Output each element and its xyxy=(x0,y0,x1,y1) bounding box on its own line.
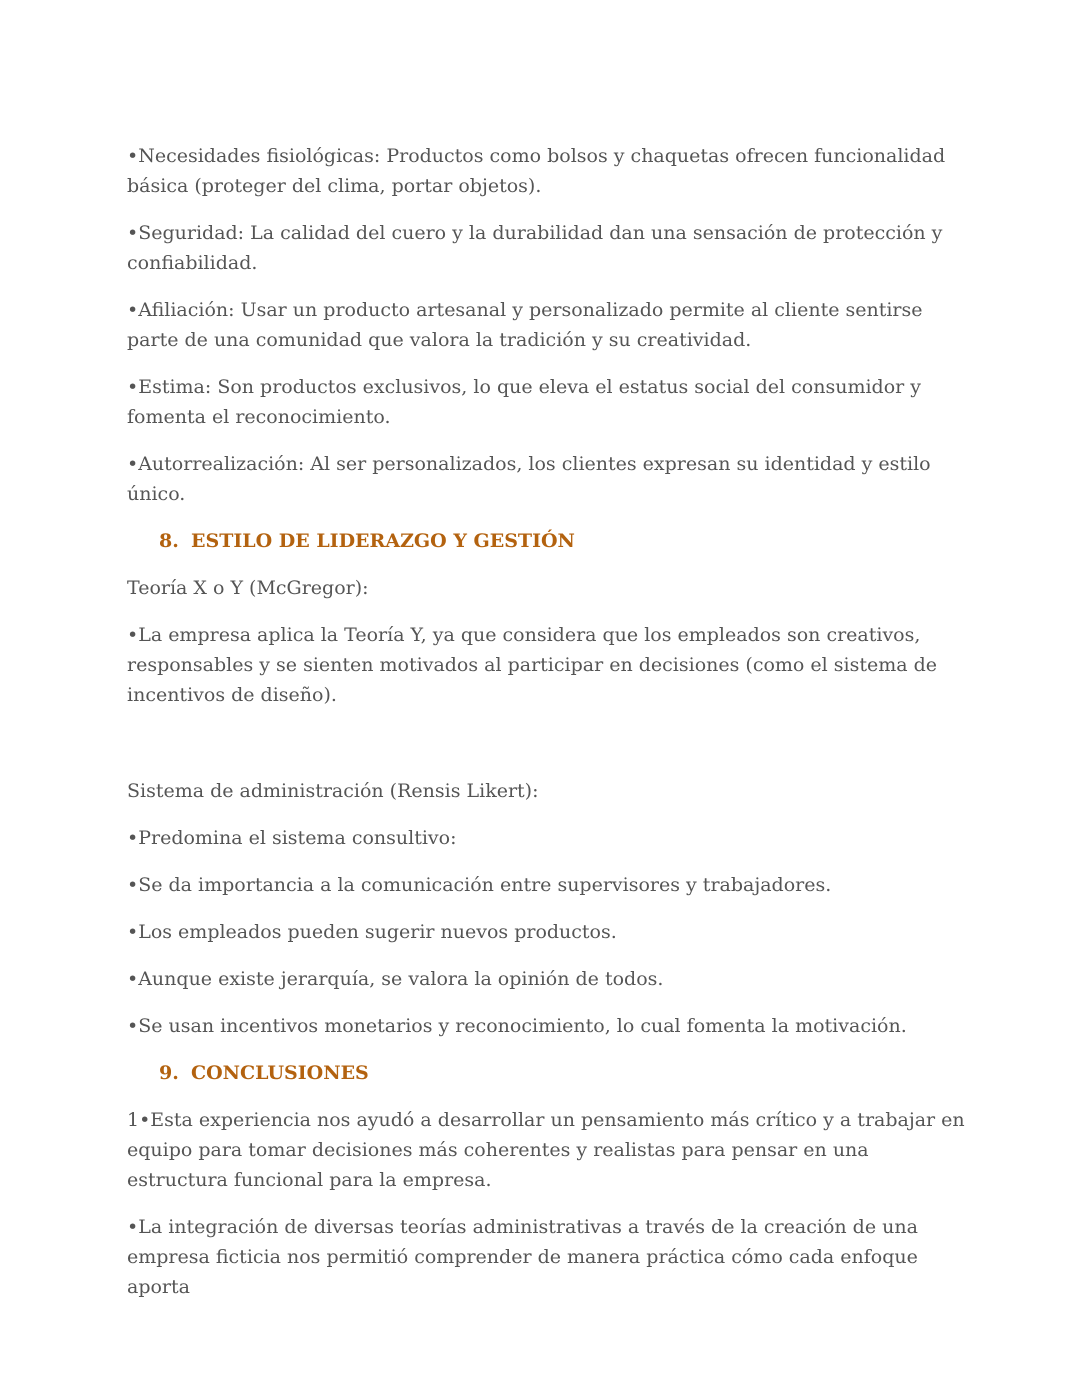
blank-line xyxy=(127,727,967,776)
likert-item: •Se da importancia a la comunicación entre supervisores y trabajadores. xyxy=(127,874,832,896)
maslow-item-self-actualization: •Autorrealización: Al ser personalizados, los clientes expresan su identidad y estilo único. xyxy=(127,453,931,505)
likert-item: •Los empleados pueden sugerir nuevos productos. xyxy=(127,921,617,943)
conclusion-item: •La integración de diversas teorías administrativas a través de la creación de una empresa ficticia nos permitió comprender de manera práctica cómo cada enfoque aporta xyxy=(127,1216,918,1298)
maslow-item-affiliation: •Afiliación: Usar un producto artesanal y personalizado permite al cliente sentirse parte de una comunidad que valora la tradición y su creatividad. xyxy=(127,299,923,351)
likert-label: Sistema de administración (Rensis Likert): xyxy=(127,780,539,802)
likert-item: •Aunque existe jerarquía, se valora la opinión de todos. xyxy=(127,968,664,990)
section-8-title: ESTILO DE LIDERAZGO Y GESTIÓN xyxy=(191,530,575,552)
theory-xy-label: Teoría X o Y (McGregor): xyxy=(127,577,369,599)
conclusion-item: 1•Esta experiencia nos ayudó a desarrollar un pensamiento más crítico y a trabajar en equipo para tomar decisiones más coherentes y realistas para pensar en una estructura funcional para la empresa. xyxy=(127,1109,965,1191)
likert-item: •Predomina el sistema consultivo: xyxy=(127,827,457,849)
document-page xyxy=(127,141,967,1319)
section-8-heading xyxy=(159,526,967,556)
theory-xy-text: •La empresa aplica la Teoría Y, ya que considera que los empleados son creativos, responsables y se sienten motivados al participar en decisiones (como el sistema de incentivos de diseño). xyxy=(127,624,937,706)
maslow-item-physiological: •Necesidades fisiológicas: Productos como bolsos y chaquetas ofrecen funcionalidad básica (proteger del clima, portar objetos). xyxy=(127,145,946,197)
section-9-heading xyxy=(159,1058,967,1088)
maslow-item-security: •Seguridad: La calidad del cuero y la durabilidad dan una sensación de protección y confiabilidad. xyxy=(127,222,943,274)
section-9-number: 9. xyxy=(159,1062,179,1084)
likert-item: •Se usan incentivos monetarios y reconocimiento, lo cual fomenta la motivación. xyxy=(127,1015,907,1037)
section-8-number: 8. xyxy=(159,530,179,552)
maslow-item-esteem: •Estima: Son productos exclusivos, lo que eleva el estatus social del consumidor y fomenta el reconocimiento. xyxy=(127,376,922,428)
section-9-title: CONCLUSIONES xyxy=(191,1062,369,1084)
